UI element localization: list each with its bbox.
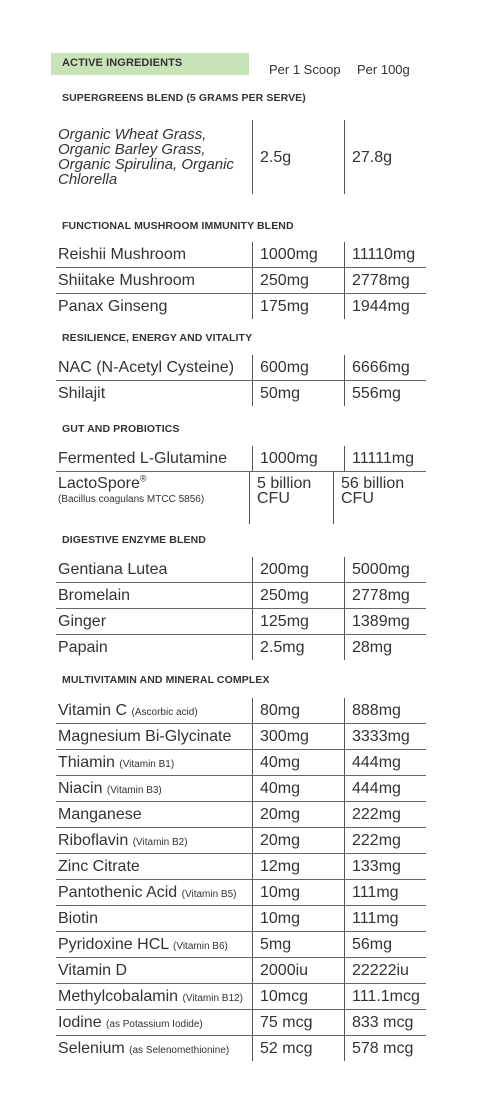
per-100g-value: 2778mg bbox=[352, 272, 410, 289]
ingredient-name: NAC (N-Acetyl Cysteine) bbox=[58, 359, 235, 376]
per-scoop-value: 125mg bbox=[253, 609, 345, 634]
per-scoop-value: 40mg bbox=[253, 750, 345, 775]
per-100g-value: 1389mg bbox=[352, 613, 410, 630]
per-scoop-value: 2.5mg bbox=[253, 635, 345, 660]
ingredient-name-cell bbox=[56, 828, 253, 853]
table-row bbox=[56, 380, 426, 406]
column-heading-per-100g: Per 100g bbox=[357, 62, 410, 77]
ingredient-name-cell bbox=[56, 958, 253, 983]
per-100g-value: 111.1mcg bbox=[352, 988, 420, 1005]
per-100g-value: 5000mg bbox=[352, 561, 410, 578]
ingredient-name-cell bbox=[56, 906, 253, 931]
ingredient-name: Papain bbox=[58, 639, 108, 656]
per-scoop-value: 75 mcg bbox=[253, 1010, 345, 1035]
per-100g-value: 133mg bbox=[352, 858, 401, 875]
table-row bbox=[56, 1009, 426, 1035]
section-title: SUPERGREENS BLEND (5 GRAMS PER SERVE) bbox=[62, 92, 306, 104]
ingredient-name-cell bbox=[56, 1010, 253, 1035]
ingredient-name-cell bbox=[56, 446, 253, 471]
per-scoop-value: 52 mcg bbox=[253, 1036, 345, 1061]
table-row bbox=[56, 608, 426, 634]
per-scoop-value: 5mg bbox=[253, 932, 345, 957]
per-100g-value: 111mg bbox=[352, 910, 399, 927]
ingredient-name: Bromelain bbox=[58, 587, 131, 604]
ingredient-name-cell bbox=[56, 932, 253, 957]
section-title: DIGESTIVE ENZYME BLEND bbox=[62, 534, 206, 546]
per-100g-value: 56mg bbox=[352, 936, 393, 953]
per-100g-value: 111mg bbox=[352, 884, 399, 901]
column-heading-per-scoop: Per 1 Scoop bbox=[269, 62, 341, 77]
per-100g-value: 11111mg bbox=[352, 450, 414, 467]
ingredient-name: Pyridoxine HCL bbox=[58, 936, 169, 953]
per-100g-value: 28mg bbox=[352, 639, 393, 656]
ingredient-name-cell bbox=[56, 1036, 253, 1061]
ingredient-name: Biotin bbox=[58, 910, 99, 927]
table-row bbox=[56, 634, 426, 660]
per-100g-value: 444mg bbox=[352, 754, 401, 771]
per-scoop-value: 10mg bbox=[253, 906, 345, 931]
table-row bbox=[56, 957, 426, 983]
ingredient-name-cell bbox=[56, 802, 253, 827]
ingredient-name: Vitamin C bbox=[58, 702, 128, 719]
ingredient-note: (Ascorbic acid) bbox=[131, 707, 198, 718]
section-table bbox=[56, 242, 426, 319]
table-row bbox=[56, 120, 426, 194]
table-row bbox=[56, 698, 426, 723]
per-scoop-value: 250mg bbox=[253, 268, 345, 293]
active-ingredients-heading: ACTIVE INGREDIENTS bbox=[62, 57, 183, 69]
table-row bbox=[56, 827, 426, 853]
ingredient-note: (Vitamin B3) bbox=[106, 785, 162, 796]
ingredient-name: Ginger bbox=[58, 613, 107, 630]
per-scoop-value: 1000mg bbox=[253, 446, 345, 471]
ingredient-name: Niacin bbox=[58, 780, 103, 797]
ingredient-name-cell bbox=[56, 609, 253, 634]
per-100g-value: 222mg bbox=[352, 832, 401, 849]
ingredient-note: (Vitamin B12) bbox=[182, 993, 243, 1004]
ingredient-note: (as Potassium Iodide) bbox=[106, 1019, 203, 1030]
per-scoop-value: 300mg bbox=[253, 724, 345, 749]
ingredient-name-cell bbox=[56, 698, 253, 723]
section-title: MULTIVITAMIN AND MINERAL COMPLEX bbox=[62, 674, 270, 686]
per-scoop-value: 200mg bbox=[253, 557, 345, 582]
table-row bbox=[56, 293, 426, 319]
registered-mark: ® bbox=[139, 473, 147, 484]
table-row bbox=[56, 242, 426, 267]
table-row bbox=[56, 931, 426, 957]
ingredient-name: Zinc Citrate bbox=[58, 858, 140, 875]
section-table bbox=[56, 120, 426, 194]
per-scoop-value: 600mg bbox=[253, 355, 345, 380]
table-row bbox=[56, 557, 426, 582]
per-100g-value: 444mg bbox=[352, 780, 401, 797]
ingredient-name: Thiamin bbox=[58, 754, 115, 771]
table-row bbox=[56, 471, 426, 524]
section-title: GUT AND PROBIOTICS bbox=[62, 423, 180, 435]
ingredient-name-cell bbox=[56, 472, 250, 524]
ingredient-name-cell bbox=[56, 381, 253, 406]
ingredient-name-cell bbox=[56, 776, 253, 801]
ingredient-name-cell bbox=[56, 557, 253, 582]
per-scoop-value: 2.5g bbox=[253, 120, 345, 194]
table-row bbox=[56, 582, 426, 608]
per-100g-value: 222mg bbox=[352, 806, 401, 823]
ingredient-name: Fermented L-Glutamine bbox=[58, 450, 227, 467]
per-scoop-value: 250mg bbox=[253, 583, 345, 608]
ingredient-name: Pantothenic Acid bbox=[58, 884, 178, 901]
ingredient-name: Gentiana Lutea bbox=[58, 561, 168, 578]
per-100g-value: 56 billion CFU bbox=[341, 475, 405, 507]
table-row bbox=[56, 446, 426, 471]
table-row bbox=[56, 905, 426, 931]
ingredient-name: Shiitake Mushroom bbox=[58, 272, 195, 289]
per-100g-value: 6666mg bbox=[352, 359, 410, 376]
ingredient-name: Organic Wheat Grass, Organic Barley Grass, Organic Spirulina, Organic Chlorella bbox=[58, 126, 234, 188]
table-row bbox=[56, 723, 426, 749]
ingredient-name-cell bbox=[56, 242, 253, 267]
ingredient-note: (as Selenomethionine) bbox=[129, 1045, 230, 1056]
per-scoop-value: 12mg bbox=[253, 854, 345, 879]
table-row bbox=[56, 879, 426, 905]
per-100g-value: 2778mg bbox=[352, 587, 410, 604]
ingredient-name: Panax Ginseng bbox=[58, 298, 168, 315]
ingredient-name-cell bbox=[56, 854, 253, 879]
ingredient-name-cell bbox=[56, 120, 253, 194]
ingredient-name: Reishii Mushroom bbox=[58, 246, 187, 263]
table-row bbox=[56, 983, 426, 1009]
ingredient-name-cell bbox=[56, 880, 253, 905]
per-scoop-value: 10mg bbox=[253, 880, 345, 905]
ingredient-name: Vitamin D bbox=[58, 962, 128, 979]
per-scoop-value: 10mcg bbox=[253, 984, 345, 1009]
ingredient-note: (Vitamin B1) bbox=[119, 759, 175, 770]
per-100g-value: 3333mg bbox=[352, 728, 410, 745]
per-100g-value: 27.8g bbox=[352, 148, 393, 166]
ingredient-name-cell bbox=[56, 268, 253, 293]
ingredient-name: Shilajit bbox=[58, 385, 106, 402]
per-100g-value: 833 mcg bbox=[352, 1014, 414, 1031]
section-title: FUNCTIONAL MUSHROOM IMMUNITY BLEND bbox=[62, 220, 294, 232]
ingredient-name: Iodine bbox=[58, 1014, 102, 1031]
table-row bbox=[56, 355, 426, 380]
section-table bbox=[56, 557, 426, 660]
ingredient-name: Riboflavin bbox=[58, 832, 129, 849]
per-100g-value: 888mg bbox=[352, 702, 401, 719]
section-title: RESILIENCE, ENERGY AND VITALITY bbox=[62, 332, 253, 344]
per-scoop-value: 2000iu bbox=[253, 958, 345, 983]
section-table bbox=[56, 446, 426, 524]
per-scoop-value: 20mg bbox=[253, 828, 345, 853]
per-scoop-value: 40mg bbox=[253, 776, 345, 801]
table-row bbox=[56, 749, 426, 775]
ingredient-note: (Vitamin B2) bbox=[132, 837, 188, 848]
per-scoop-value: 20mg bbox=[253, 802, 345, 827]
ingredient-name: Methylcobalamin bbox=[58, 988, 179, 1005]
per-scoop-value: 175mg bbox=[253, 294, 345, 319]
per-100g-value: 22222iu bbox=[352, 962, 409, 979]
table-row bbox=[56, 267, 426, 293]
per-100g-value: 11110mg bbox=[352, 246, 416, 263]
per-scoop-value: 50mg bbox=[253, 381, 345, 406]
ingredient-name-cell bbox=[56, 724, 253, 749]
table-row bbox=[56, 801, 426, 827]
per-100g-value: 578 mcg bbox=[352, 1040, 414, 1057]
ingredient-name-cell bbox=[56, 750, 253, 775]
ingredient-name-cell bbox=[56, 635, 253, 660]
ingredient-name-cell bbox=[56, 355, 253, 380]
ingredient-name: Magnesium Bi-Glycinate bbox=[58, 728, 232, 745]
table-row bbox=[56, 853, 426, 879]
ingredient-note: (Vitamin B6) bbox=[173, 941, 228, 952]
section-table bbox=[56, 355, 426, 406]
per-scoop-value: 80mg bbox=[253, 698, 345, 723]
table-row bbox=[56, 775, 426, 801]
per-scoop-value: 5 billion CFU bbox=[250, 472, 334, 524]
ingredient-name-cell bbox=[56, 984, 253, 1009]
ingredient-name: Manganese bbox=[58, 806, 142, 823]
per-100g-value: 556mg bbox=[352, 385, 401, 402]
ingredient-note: (Bacillus coagulans MTCC 5856) bbox=[58, 494, 205, 505]
ingredient-name-cell bbox=[56, 294, 253, 319]
section-table bbox=[56, 698, 426, 1061]
ingredient-name: Selenium bbox=[58, 1040, 125, 1057]
ingredient-name: LactoSpore bbox=[58, 475, 140, 492]
per-100g-value: 1944mg bbox=[352, 298, 410, 315]
table-row bbox=[56, 1035, 426, 1061]
ingredient-note: (Vitamin B5) bbox=[181, 889, 237, 900]
per-scoop-value: 1000mg bbox=[253, 242, 345, 267]
ingredient-name-cell bbox=[56, 583, 253, 608]
